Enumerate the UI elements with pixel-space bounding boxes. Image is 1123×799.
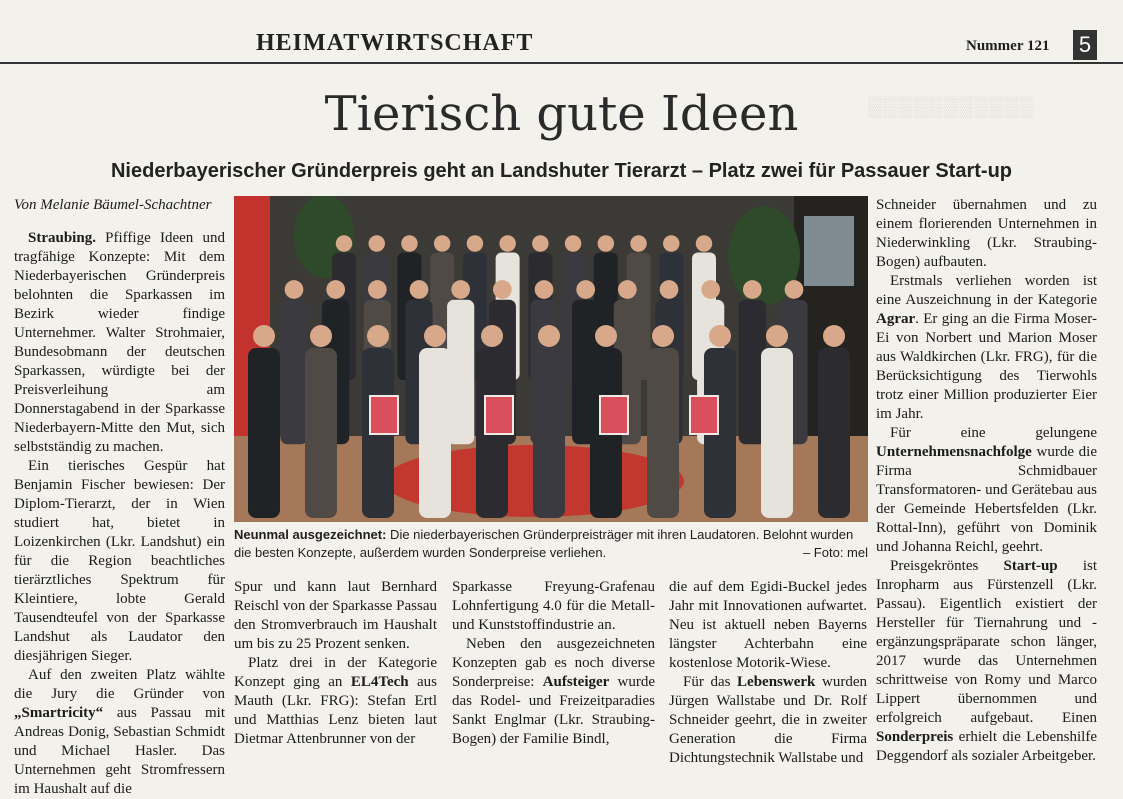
photo-person-head [565, 235, 582, 252]
article-paragraph [452, 635, 655, 749]
bold-term: Lebenswerk [737, 674, 816, 690]
paragraph-text: erhielt die Lebenshilfe Deggendorf als sozialer Arbeitgeber. [876, 729, 1097, 764]
article-paragraph [14, 666, 225, 799]
photo-person-head [310, 325, 332, 347]
photo-person-head [467, 235, 484, 252]
photo-person-head [630, 235, 647, 252]
article-column-bottom-2 [452, 578, 655, 749]
article-paragraph [876, 557, 1097, 766]
bold-term: Start-up [1003, 558, 1058, 574]
paragraph-text: Für eine gelungene [890, 425, 1097, 441]
photo-caption [234, 526, 868, 562]
photo-person-head [535, 280, 554, 299]
photo-person-head [823, 325, 845, 347]
photo-award-certificate [600, 396, 628, 434]
photo-person-head [598, 235, 615, 252]
photo-person-head [326, 280, 345, 299]
paragraph-text: aus Mauth (Lkr. FRG): Stefan Ertl und Matthias Lenz bieten laut Dietmar Attenbrunner von der [234, 674, 437, 747]
article-paragraph [234, 578, 437, 654]
article-column-bottom-1 [234, 578, 437, 749]
photo-person-head [451, 280, 470, 299]
bold-term: Unternehmensnachfolge [876, 444, 1032, 460]
paragraph-text: Schneider übernahmen und zu einem florierenden Unternehmen in Niederwinkling (Lkr. Straubing-Bogen) aufbauten. [876, 197, 1097, 270]
byline: Von Melanie Bäumel-Schachtner [14, 197, 212, 213]
bold-term: Agrar [876, 311, 916, 327]
section-label: HEIMATWIRTSCHAFT [256, 30, 534, 56]
photo-award-certificate [690, 396, 718, 434]
paragraph-text: wurde die Firma Schmidbauer Transformatoren- und Gerätebau aus der Gemeinde Hebertsfelden (Lkr. Rottal-Inn), geführt von Dominik und Johanna Reichl, geehrt. [876, 444, 1097, 555]
caption-text: Die niederbayerischen Gründerpreisträger mit ihren Laudatoren. Belohnt wurden die besten Konzepte, außerdem wurden Sonderpreise verliehen. [234, 527, 854, 560]
photo-person-head [652, 325, 674, 347]
article-paragraph [876, 272, 1097, 424]
photo-person-head [424, 325, 446, 347]
paragraph-text: ist Inropharm aus Fürstenzell (Lkr. Passau). Eigentlich existiert der Hersteller für Tiernahrung und -ergänzungspräparate schon länger, 2017 wurde das Unternehmen schrittweise von Romy und Marco Lippert übernommen und erfolgreich aufgebaut. Einen [876, 558, 1097, 726]
article-column-bottom-3 [669, 578, 867, 768]
bold-term: „Smartricity“ [14, 705, 104, 721]
photo-person-head [493, 280, 512, 299]
photo-person-head [576, 280, 595, 299]
article-paragraph [876, 424, 1097, 557]
paragraph-text: Neben den ausgezeichneten Konzepten gab es noch diverse Sonderpreise: [452, 636, 655, 690]
photo-person-body [248, 348, 280, 518]
photo-credit: – Foto: mel [802, 545, 868, 560]
article-paragraph [452, 578, 655, 635]
photo-person-head [696, 235, 713, 252]
photo-person-head [766, 325, 788, 347]
photo-person-head [499, 235, 516, 252]
article-paragraph [234, 654, 437, 749]
paragraph-text: aus Passau mit Andreas Donig, Sebastian Schmidt und Michael Hasler. Das Unternehmen geht Stromfressern im Haushalt auf die [14, 705, 225, 797]
photo-person-head [743, 280, 762, 299]
paragraph-text: Erstmals verliehen worden ist eine Auszeichnung in der Kategorie [876, 273, 1097, 308]
article-headline: Tierisch gute Ideen [324, 86, 799, 142]
paragraph-text: wurden Jürgen Wallstabe und Dr. Rolf Schneider geehrt, die in zweiter Generation die Firma Dichtungstechnik Wallstabe und [669, 674, 867, 766]
article-paragraph [669, 578, 867, 673]
bold-term: Aufsteiger [542, 674, 610, 690]
paragraph-text: die auf dem Egidi-Buckel jedes Jahr mit Innovationen aufwartet. Neu ist aktuell neben Bayerns längster Achterbahn eine kostenlose Motorik-Wiese. [669, 579, 867, 671]
photo-person-body [305, 348, 337, 518]
photo-person-head [785, 280, 804, 299]
photo-window-pane [804, 216, 854, 286]
article-column-right [876, 196, 1097, 766]
article-paragraph [876, 196, 1097, 272]
paragraph-text: wurde das Rodel- und Freizeitparadies Sankt Englmar (Lkr. Straubing-Bogen) der Familie Bindl, [452, 674, 655, 747]
photo-award-certificate [370, 396, 398, 434]
photo-person-head [368, 280, 387, 299]
bold-term: Straubing. [28, 230, 96, 246]
photo-person-head [253, 325, 275, 347]
bold-term: EL4Tech [350, 674, 409, 690]
photo-award-certificate [485, 396, 513, 434]
paragraph-text: Pfiffige Ideen und tragfähige Konzepte: Mit dem Niederbayerischen Gründerpreis belohnten die Sparkassen im Bezirk wieder findige Unternehmer. Walter Strohmaier, Bundesobmann der deutschen Sparkassen, würdigte bei der Preisverleihung am Donnerstagabend in der Sparkasse Niederbayern-Mitte den Mut, sich selbstständig zu machen. [14, 230, 225, 455]
photo-person-head [368, 235, 385, 252]
photo-person-head [434, 235, 451, 252]
article-subheadline: Niederbayerischer Gründerpreis geht an Landshuter Tierarzt – Platz zwei für Passauer Start-up [110, 160, 1012, 182]
issue-number: Nummer 121 [966, 38, 1050, 54]
photo-person-head [660, 280, 679, 299]
article-paragraph [669, 673, 867, 768]
article-column-left [14, 196, 225, 799]
photo-person-head [532, 235, 549, 252]
bold-term: Sonderpreis [876, 729, 954, 745]
paragraph-text: Platz drei in der Kategorie Konzept ging an [234, 655, 437, 690]
photo-person-head [618, 280, 637, 299]
paragraph-text: Für das [683, 674, 738, 690]
group-photo-illustration [234, 196, 868, 522]
photo-person-body [761, 348, 793, 518]
photo-person-head [401, 235, 418, 252]
photo-person-head [663, 235, 680, 252]
paragraph-text: Sparkasse Freyung-Grafenau Lohnfertigung 4.0 für die Metall- und Kunststoffindustrie an. [452, 579, 655, 633]
article-paragraph [14, 457, 225, 666]
paragraph-text: Auf den zweiten Platz wählte die Jury die Gründer von [14, 667, 225, 702]
photo-person-head [285, 280, 304, 299]
photo-person-head [410, 280, 429, 299]
group-photo [234, 196, 868, 522]
header-rule [0, 62, 1123, 64]
photo-person-body [818, 348, 850, 518]
photo-person-body [533, 348, 565, 518]
bleed-through-heading: ▒▒▒▒▒▒▒▒▒▒▒ [868, 96, 1035, 118]
photo-person-head [709, 325, 731, 347]
photo-person-head [538, 325, 560, 347]
paragraph-text: . Er ging an die Firma Moser-Ei von Norbert und Marion Moser aus Waldkirchen (Lkr. FRG), für die Berücksichtigung des Tierwohls trotz einer Million produzierter Eier im Jahr. [876, 311, 1097, 422]
photo-person-body [647, 348, 679, 518]
photo-person-head [336, 235, 353, 252]
photo-person-head [367, 325, 389, 347]
article-paragraph [14, 229, 225, 457]
paragraph-text: Spur und kann laut Bernhard Reischl von der Sparkasse Passau den Stromverbrauch im Haushalt um bis zu 25 Prozent senken. [234, 579, 437, 652]
paragraph-text: Ein tierisches Gespür hat Benjamin Fischer bewiesen: Der Diplom-Tierarzt, der in Wien studiert hat, bietet in Loizenkirchen (Lkr. Landshut) ein für die Region beachtliches tierärztliches Spektrum für Kleintiere, lobte Gerald Tausendteufel von der Sparkasse Landshut als Laudator den diesjährigen Sieger. [14, 458, 225, 664]
photo-person-head [701, 280, 720, 299]
caption-lead: Neunmal ausgezeichnet: [234, 527, 387, 542]
photo-person-body [447, 300, 474, 445]
photo-person-head [595, 325, 617, 347]
photo-person-body [419, 348, 451, 518]
photo-person-body [280, 300, 307, 445]
page-number: 5 [1073, 30, 1097, 60]
photo-person-head [481, 325, 503, 347]
paragraph-text: Preisgekröntes [890, 558, 1004, 574]
